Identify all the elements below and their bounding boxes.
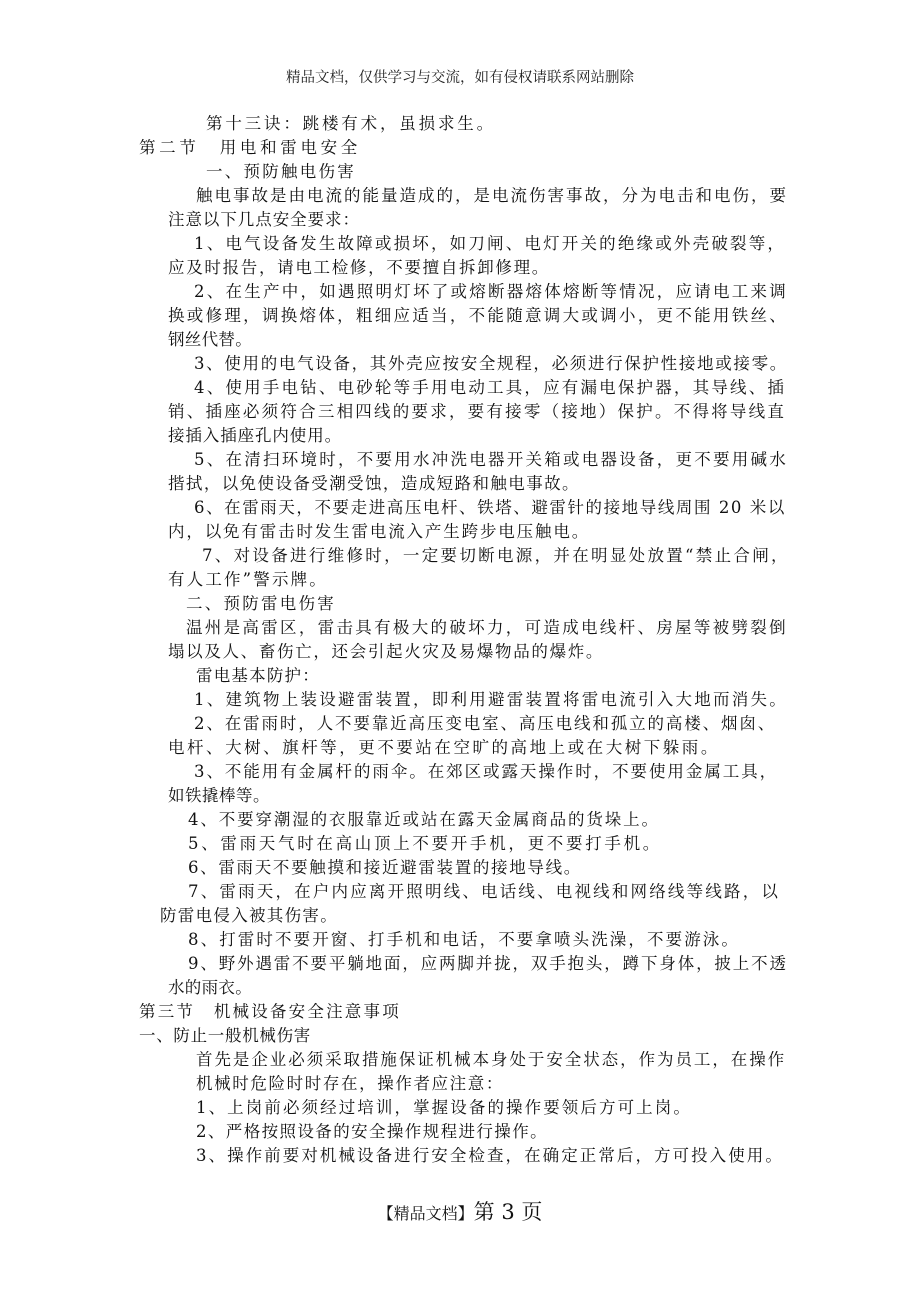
- page-header: 精品文档，仅供学习与交流，如有侵权请联系网站删除: [286, 70, 634, 86]
- text-line: 接插入插座孔内使用。: [168, 426, 342, 445]
- text-line: 7、对设备进行维修时，一定要切断电源，并在明显处放置“禁止合闸，: [202, 546, 790, 565]
- section-heading: 第三节 机械设备安全注意事项: [139, 1002, 401, 1021]
- page-footer: [0, 1196, 920, 1226]
- text-line: 机械时危险时时存在，操作者应注意：: [196, 1074, 505, 1093]
- text-line: 1、电气设备发生故障或损坏，如刀闸、电灯开关的绝缘或外壳破裂等，: [194, 234, 787, 253]
- text-line: 注意以下几点安全要求：: [168, 210, 360, 229]
- text-line: 3、不能用有金属杆的雨伞。在郊区或露天操作时，不要使用金属工具，: [194, 762, 779, 781]
- text-line: 触电事故是由电流的能量造成的，是电流伤害事故，分为电击和电伤，要: [196, 186, 788, 205]
- text-line: 销、插座必须符合三相四线的要求，要有接零（接地）保护。不得将导线直: [168, 402, 787, 421]
- text-line: 水的雨衣。: [168, 978, 252, 997]
- text-line: 2、在生产中，如遇照明灯坏了或熔断器熔体熔断等情况，应请电工来调: [194, 282, 788, 301]
- text-line: 2、严格按照设备的安全操作规程进行操作。: [196, 1122, 548, 1141]
- text-line: 4、使用手电钻、电砂轮等手用电动工具，应有漏电保护器，其导线、插: [194, 378, 787, 397]
- text-line: 换或修理，调换熔体，粗细应适当，不能随意调大或调小，更不能用铁丝、: [168, 306, 789, 325]
- text-line: 如铁撬棒等。: [168, 786, 270, 805]
- subsection-heading: 一、预防触电伤害: [206, 162, 356, 181]
- text-line: 1、建筑物上装设避雷装置，即利用避雷装置将雷电流引入大地而消失。: [194, 690, 788, 709]
- text-line: 7、雷雨天，在户内应离开照明线、电话线、电视线和网络线等线路，以: [188, 882, 781, 901]
- text-line: 3、使用的电气设备，其外壳应按安全规程，必须进行保护性接地或接零。: [194, 354, 788, 373]
- text-line: 1、上岗前必须经过培训，掌握设备的操作要领后方可上岗。: [196, 1098, 692, 1117]
- text-line: 内，以免有雷击时发生雷电流入产生跨步电压触电。: [168, 522, 591, 541]
- text-line: 8、打雷时不要开窗、打手机和电话，不要拿喷头洗澡，不要游泳。: [188, 930, 740, 949]
- section-heading: 第二节 用电和雷电安全: [139, 138, 361, 157]
- text-line: 应及时报告，请电工检修，不要擅自拆卸修理。: [168, 258, 550, 277]
- footer-label: 【精品文档】: [377, 1204, 474, 1223]
- text-line: 2、在雷雨时，人不要靠近高压变电室、高压电线和孤立的高楼、烟囱、: [194, 714, 777, 733]
- text-line: 温州是高雷区，雷击具有极大的破坏力，可造成电线杆、房屋等被劈裂倒: [186, 618, 788, 637]
- subsection-heading: 一、防止一般机械伤害: [139, 1026, 311, 1045]
- text-line: 有人工作”警示牌。: [168, 570, 328, 589]
- text-line: 5、雷雨天气时在高山顶上不要开手机，更不要打手机。: [188, 834, 662, 853]
- subsection-heading: 二、预防雷电伤害: [186, 594, 336, 613]
- text-line: 5、在清扫环境时，不要用水冲洗电器开关箱或电器设备，更不要用碱水: [194, 450, 788, 469]
- text-line: 雷电基本防护：: [196, 666, 320, 685]
- text-line: 6、在雷雨天，不要走进高压电杆、铁塔、避雷针的接地导线周围 20 米以: [194, 498, 786, 517]
- text-line: 6、雷雨天不要触摸和接近避雷装置的接地导线。: [188, 858, 582, 877]
- text-line: 首先是企业必须采取措施保证机械本身处于安全状态，作为员工，在操作: [196, 1050, 787, 1069]
- text-line: 4、不要穿潮湿的衣服靠近或站在露天金属商品的货垛上。: [188, 810, 660, 829]
- page-number: 第 3 页: [473, 1200, 543, 1224]
- text-line: 塌以及人、畜伤亡，还会引起火灾及易爆物品的爆炸。: [168, 642, 605, 661]
- text-line: 电杆、大树、旗杆等，更不要站在空旷的高地上或在大树下躲雨。: [168, 738, 720, 757]
- text-line: 揩拭，以免使设备受潮受蚀，造成短路和触电事故。: [168, 474, 580, 493]
- text-line: 第十三诀：跳楼有术，虽损求生。: [206, 114, 496, 133]
- text-line: 3、操作前要对机械设备进行安全检查，在确定正常后，方可投入使用。: [196, 1146, 784, 1165]
- text-line: 9、野外遇雷不要平躺地面，应两脚并拢，双手抱头，蹲下身体，披上不透: [188, 954, 788, 973]
- text-line: 钢丝代替。: [168, 330, 252, 349]
- text-line: 防雷电侵入被其伤害。: [160, 906, 338, 925]
